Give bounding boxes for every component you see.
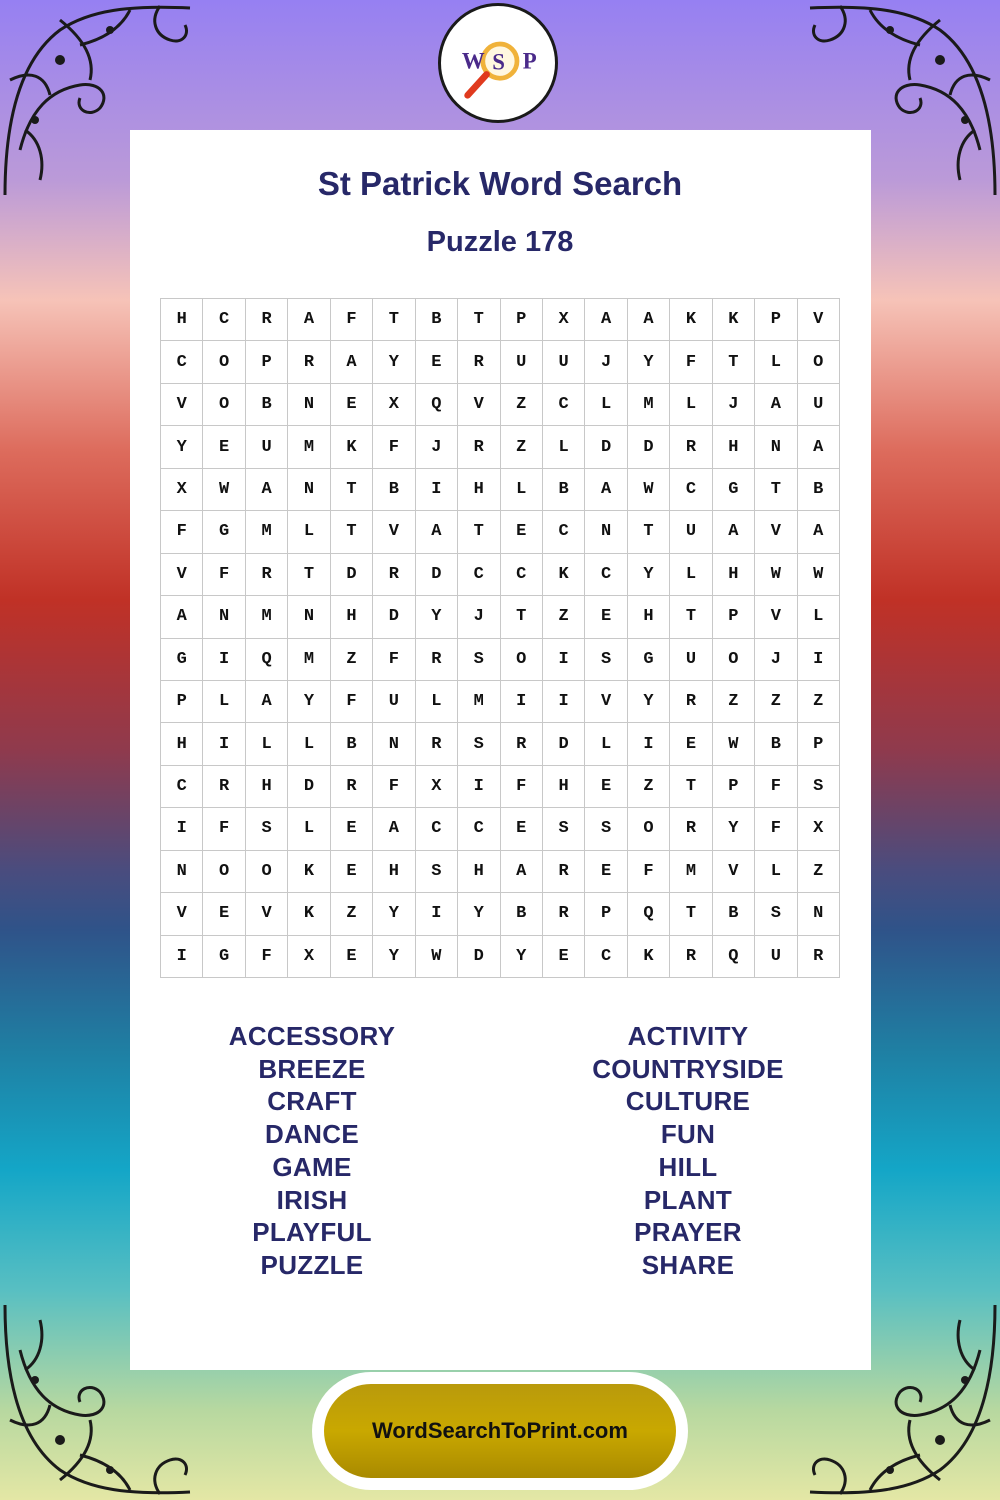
grid-cell[interactable]: I bbox=[203, 723, 245, 765]
site-link-label[interactable]: WordSearchToPrint.com bbox=[324, 1384, 676, 1478]
grid-cell[interactable]: R bbox=[203, 766, 245, 808]
grid-cell[interactable]: Y bbox=[713, 808, 755, 850]
grid-cell[interactable]: D bbox=[585, 426, 627, 468]
grid-cell[interactable]: A bbox=[331, 341, 373, 383]
grid-cell[interactable]: C bbox=[416, 808, 458, 850]
word-list-item: SHARE bbox=[641, 1249, 735, 1280]
grid-cell[interactable]: E bbox=[585, 596, 627, 638]
grid-cell[interactable]: E bbox=[331, 936, 373, 978]
grid-cell[interactable]: O bbox=[798, 341, 840, 383]
grid-cell[interactable]: B bbox=[373, 469, 415, 511]
grid-cell[interactable]: L bbox=[585, 723, 627, 765]
grid-cell[interactable]: P bbox=[246, 341, 288, 383]
grid-cell[interactable]: B bbox=[331, 723, 373, 765]
grid-cell[interactable]: V bbox=[458, 384, 500, 426]
grid-cell[interactable]: P bbox=[755, 299, 797, 341]
grid-cell[interactable]: P bbox=[161, 681, 203, 723]
grid-cell[interactable]: X bbox=[416, 766, 458, 808]
grid-cell[interactable]: O bbox=[203, 851, 245, 893]
grid-cell[interactable]: Z bbox=[713, 681, 755, 723]
grid-cell[interactable]: J bbox=[755, 639, 797, 681]
grid-cell[interactable]: A bbox=[161, 596, 203, 638]
grid-cell[interactable]: I bbox=[628, 723, 670, 765]
wsp-logo[interactable] bbox=[438, 3, 558, 123]
site-link-button[interactable] bbox=[312, 1372, 688, 1490]
grid-cell[interactable]: H bbox=[543, 766, 585, 808]
grid-cell[interactable]: A bbox=[755, 384, 797, 426]
grid-cell[interactable]: Z bbox=[501, 426, 543, 468]
grid-cell[interactable]: U bbox=[670, 511, 712, 553]
grid-cell[interactable]: G bbox=[203, 511, 245, 553]
grid-cell[interactable]: B bbox=[416, 299, 458, 341]
grid-cell[interactable]: X bbox=[373, 384, 415, 426]
grid-cell[interactable]: C bbox=[585, 554, 627, 596]
grid-cell[interactable]: M bbox=[246, 511, 288, 553]
grid-cell[interactable]: E bbox=[331, 384, 373, 426]
grid-cell[interactable]: K bbox=[288, 893, 330, 935]
grid-cell[interactable]: H bbox=[713, 426, 755, 468]
grid-cell[interactable]: V bbox=[755, 596, 797, 638]
grid-cell[interactable]: I bbox=[458, 766, 500, 808]
puzzle-number: Puzzle 178 bbox=[426, 226, 574, 258]
grid-cell[interactable]: L bbox=[288, 723, 330, 765]
grid-cell[interactable]: S bbox=[585, 639, 627, 681]
grid-cell[interactable]: H bbox=[161, 299, 203, 341]
grid-cell[interactable]: G bbox=[713, 469, 755, 511]
grid-cell[interactable]: K bbox=[670, 299, 712, 341]
word-list-item: PLAYFUL bbox=[252, 1217, 372, 1248]
grid-cell[interactable]: A bbox=[585, 299, 627, 341]
grid-cell[interactable]: C bbox=[501, 554, 543, 596]
grid-cell[interactable]: P bbox=[713, 766, 755, 808]
grid-cell[interactable]: L bbox=[670, 554, 712, 596]
letter-grid bbox=[160, 298, 840, 978]
grid-cell[interactable]: W bbox=[798, 554, 840, 596]
grid-cell[interactable]: K bbox=[288, 851, 330, 893]
grid-cell[interactable]: S bbox=[416, 851, 458, 893]
grid-cell[interactable]: X bbox=[543, 299, 585, 341]
grid-cell[interactable]: R bbox=[543, 851, 585, 893]
grid-cell[interactable]: E bbox=[331, 851, 373, 893]
grid-cell[interactable]: U bbox=[501, 341, 543, 383]
grid-cell[interactable]: N bbox=[798, 893, 840, 935]
grid-cell[interactable]: W bbox=[755, 554, 797, 596]
grid-cell[interactable]: R bbox=[246, 299, 288, 341]
grid-cell[interactable]: T bbox=[331, 469, 373, 511]
grid-cell[interactable]: Z bbox=[798, 681, 840, 723]
grid-cell[interactable]: R bbox=[288, 341, 330, 383]
grid-cell[interactable]: T bbox=[670, 766, 712, 808]
grid-cell[interactable]: Y bbox=[628, 341, 670, 383]
grid-cell[interactable]: I bbox=[416, 893, 458, 935]
grid-cell[interactable]: C bbox=[161, 341, 203, 383]
grid-cell[interactable]: S bbox=[798, 766, 840, 808]
grid-cell[interactable]: R bbox=[458, 341, 500, 383]
grid-cell[interactable]: O bbox=[628, 808, 670, 850]
magnifier-handle-icon bbox=[468, 74, 487, 95]
grid-cell[interactable]: F bbox=[373, 639, 415, 681]
word-list-item: IRISH bbox=[276, 1184, 348, 1215]
grid-cell[interactable]: C bbox=[458, 808, 500, 850]
grid-cell[interactable]: L bbox=[755, 341, 797, 383]
word-list-item: PUZZLE bbox=[260, 1249, 364, 1280]
grid-cell[interactable]: Y bbox=[416, 596, 458, 638]
grid-cell[interactable]: N bbox=[288, 384, 330, 426]
grid-cell[interactable]: A bbox=[501, 851, 543, 893]
grid-cell[interactable]: W bbox=[628, 469, 670, 511]
grid-cell[interactable]: Y bbox=[373, 341, 415, 383]
grid-cell[interactable]: N bbox=[161, 851, 203, 893]
grid-cell[interactable]: N bbox=[288, 596, 330, 638]
grid-cell[interactable]: T bbox=[755, 469, 797, 511]
grid-cell[interactable]: N bbox=[373, 723, 415, 765]
grid-cell[interactable]: E bbox=[501, 808, 543, 850]
grid-cell[interactable]: F bbox=[670, 341, 712, 383]
grid-cell[interactable]: E bbox=[203, 893, 245, 935]
grid-cell[interactable]: R bbox=[246, 554, 288, 596]
grid-cell[interactable]: C bbox=[203, 299, 245, 341]
grid-cell[interactable]: F bbox=[331, 299, 373, 341]
grid-cell[interactable]: G bbox=[628, 639, 670, 681]
grid-cell[interactable]: W bbox=[713, 723, 755, 765]
grid-cell[interactable]: D bbox=[373, 596, 415, 638]
grid-cell[interactable]: C bbox=[543, 384, 585, 426]
grid-cell[interactable]: V bbox=[161, 893, 203, 935]
grid-cell[interactable]: J bbox=[458, 596, 500, 638]
grid-cell[interactable]: D bbox=[288, 766, 330, 808]
grid-cell[interactable]: B bbox=[543, 469, 585, 511]
grid-cell[interactable]: A bbox=[585, 469, 627, 511]
grid-cell[interactable]: O bbox=[203, 384, 245, 426]
grid-cell[interactable]: Y bbox=[373, 936, 415, 978]
word-list-item: FUN bbox=[660, 1119, 716, 1150]
grid-cell[interactable]: X bbox=[798, 808, 840, 850]
grid-cell[interactable]: T bbox=[288, 554, 330, 596]
grid-cell[interactable]: U bbox=[543, 341, 585, 383]
grid-cell[interactable]: L bbox=[501, 469, 543, 511]
grid-cell[interactable]: K bbox=[713, 299, 755, 341]
grid-cell[interactable]: E bbox=[501, 511, 543, 553]
grid-cell[interactable]: R bbox=[798, 936, 840, 978]
grid-cell[interactable]: V bbox=[373, 511, 415, 553]
grid-cell[interactable]: R bbox=[501, 723, 543, 765]
grid-cell[interactable]: W bbox=[203, 469, 245, 511]
grid-cell[interactable]: R bbox=[416, 723, 458, 765]
grid-cell[interactable]: S bbox=[458, 723, 500, 765]
logo-letter-w: W bbox=[461, 48, 485, 74]
grid-cell[interactable]: R bbox=[331, 766, 373, 808]
grid-cell[interactable]: V bbox=[755, 511, 797, 553]
grid-cell[interactable]: K bbox=[331, 426, 373, 468]
grid-cell[interactable]: A bbox=[246, 681, 288, 723]
grid-cell[interactable]: Q bbox=[628, 893, 670, 935]
grid-cell[interactable]: P bbox=[713, 596, 755, 638]
grid-cell[interactable]: L bbox=[543, 426, 585, 468]
grid-cell[interactable]: E bbox=[416, 341, 458, 383]
grid-cell[interactable]: I bbox=[501, 681, 543, 723]
word-list-item: DANCE bbox=[265, 1119, 359, 1150]
grid-cell[interactable]: P bbox=[501, 299, 543, 341]
grid-cell[interactable]: T bbox=[501, 596, 543, 638]
grid-cell[interactable]: B bbox=[713, 893, 755, 935]
word-list-item: HILL bbox=[658, 1151, 718, 1182]
word-list-item: CRAFT bbox=[267, 1086, 357, 1117]
grid-cell[interactable]: I bbox=[543, 639, 585, 681]
grid-cell[interactable]: S bbox=[585, 808, 627, 850]
grid-cell[interactable]: S bbox=[543, 808, 585, 850]
grid-cell[interactable]: L bbox=[670, 384, 712, 426]
grid-cell[interactable]: D bbox=[628, 426, 670, 468]
grid-cell[interactable]: V bbox=[161, 554, 203, 596]
grid-cell[interactable]: B bbox=[246, 384, 288, 426]
word-list-item: GAME bbox=[272, 1151, 352, 1182]
logo-letter-s: S bbox=[492, 49, 505, 75]
grid-cell[interactable]: R bbox=[670, 681, 712, 723]
grid-cell[interactable]: X bbox=[288, 936, 330, 978]
grid-cell[interactable]: O bbox=[501, 639, 543, 681]
grid-cell[interactable]: L bbox=[246, 723, 288, 765]
grid-cell[interactable]: T bbox=[458, 299, 500, 341]
grid-cell[interactable]: F bbox=[373, 766, 415, 808]
grid-cell[interactable]: H bbox=[161, 723, 203, 765]
grid-cell[interactable]: R bbox=[373, 554, 415, 596]
grid-cell[interactable]: F bbox=[161, 511, 203, 553]
word-list-item: ACCESSORY bbox=[228, 1021, 396, 1051]
grid-cell[interactable]: F bbox=[203, 554, 245, 596]
grid-cell[interactable]: A bbox=[373, 808, 415, 850]
grid-cell[interactable]: A bbox=[288, 299, 330, 341]
grid-cell[interactable]: O bbox=[203, 341, 245, 383]
grid-cell[interactable]: M bbox=[288, 426, 330, 468]
grid-cell[interactable]: M bbox=[670, 851, 712, 893]
grid-cell[interactable]: A bbox=[416, 511, 458, 553]
grid-cell[interactable]: H bbox=[458, 469, 500, 511]
grid-cell[interactable]: K bbox=[543, 554, 585, 596]
grid-cell[interactable]: S bbox=[458, 639, 500, 681]
grid-cell[interactable]: T bbox=[670, 596, 712, 638]
word-list-item: COUNTRYSIDE bbox=[592, 1053, 784, 1084]
grid-cell[interactable]: R bbox=[543, 893, 585, 935]
grid-cell[interactable]: L bbox=[288, 808, 330, 850]
grid-cell[interactable]: M bbox=[246, 596, 288, 638]
grid-cell[interactable]: H bbox=[628, 596, 670, 638]
grid-cell[interactable]: M bbox=[458, 681, 500, 723]
grid-cell[interactable]: T bbox=[458, 511, 500, 553]
grid-cell[interactable]: G bbox=[161, 639, 203, 681]
grid-cell[interactable]: Z bbox=[798, 851, 840, 893]
grid-cell[interactable]: U bbox=[755, 936, 797, 978]
grid-cell[interactable]: L bbox=[585, 384, 627, 426]
word-list-item: BREEZE bbox=[258, 1053, 366, 1084]
grid-cell[interactable]: L bbox=[288, 511, 330, 553]
grid-cell[interactable]: Q bbox=[246, 639, 288, 681]
grid-cell[interactable]: Z bbox=[755, 681, 797, 723]
grid-cell[interactable]: G bbox=[203, 936, 245, 978]
grid-cell[interactable]: V bbox=[161, 384, 203, 426]
grid-cell[interactable]: F bbox=[373, 426, 415, 468]
grid-cell[interactable]: R bbox=[670, 808, 712, 850]
grid-cell[interactable]: R bbox=[670, 936, 712, 978]
grid-cell[interactable]: Z bbox=[543, 596, 585, 638]
grid-cell[interactable]: I bbox=[416, 469, 458, 511]
grid-cell[interactable]: D bbox=[331, 554, 373, 596]
grid-cell[interactable]: W bbox=[416, 936, 458, 978]
word-list-item: CULTURE bbox=[625, 1086, 751, 1117]
grid-cell[interactable]: E bbox=[670, 723, 712, 765]
grid-cell[interactable]: J bbox=[585, 341, 627, 383]
grid-cell[interactable]: N bbox=[585, 511, 627, 553]
grid-cell[interactable]: F bbox=[331, 681, 373, 723]
grid-cell[interactable]: M bbox=[628, 384, 670, 426]
grid-cell[interactable]: Z bbox=[331, 893, 373, 935]
grid-cell[interactable]: S bbox=[246, 808, 288, 850]
grid-cell[interactable]: Z bbox=[501, 384, 543, 426]
grid-cell[interactable]: F bbox=[501, 766, 543, 808]
word-list-item: PRAYER bbox=[634, 1217, 742, 1248]
grid-cell[interactable]: L bbox=[798, 596, 840, 638]
grid-cell[interactable]: R bbox=[670, 426, 712, 468]
grid-cell[interactable]: V bbox=[246, 893, 288, 935]
word-list-item: PLANT bbox=[643, 1184, 733, 1215]
grid-cell[interactable]: Q bbox=[713, 936, 755, 978]
grid-cell[interactable]: E bbox=[203, 426, 245, 468]
grid-cell[interactable]: V bbox=[713, 851, 755, 893]
grid-cell[interactable]: P bbox=[585, 893, 627, 935]
grid-cell[interactable]: T bbox=[373, 299, 415, 341]
grid-cell[interactable]: Y bbox=[373, 893, 415, 935]
grid-cell[interactable]: Y bbox=[628, 681, 670, 723]
grid-cell[interactable]: A bbox=[628, 299, 670, 341]
grid-cell[interactable]: F bbox=[203, 808, 245, 850]
grid-cell[interactable]: R bbox=[416, 639, 458, 681]
grid-cell[interactable]: T bbox=[670, 893, 712, 935]
grid-cell[interactable]: B bbox=[798, 469, 840, 511]
grid-cell[interactable]: V bbox=[585, 681, 627, 723]
grid-cell[interactable]: E bbox=[331, 808, 373, 850]
logo-letter-p: P bbox=[522, 48, 537, 74]
grid-cell[interactable]: T bbox=[628, 511, 670, 553]
grid-cell[interactable]: I bbox=[543, 681, 585, 723]
grid-cell[interactable]: N bbox=[755, 426, 797, 468]
grid-cell[interactable]: F bbox=[755, 766, 797, 808]
grid-cell[interactable]: O bbox=[713, 639, 755, 681]
grid-cell[interactable]: E bbox=[543, 936, 585, 978]
word-list-left bbox=[162, 1020, 462, 1282]
grid-cell[interactable]: V bbox=[798, 299, 840, 341]
grid-cell[interactable]: H bbox=[458, 851, 500, 893]
grid-cell[interactable]: C bbox=[161, 766, 203, 808]
grid-cell[interactable]: E bbox=[585, 766, 627, 808]
grid-cell[interactable]: I bbox=[798, 639, 840, 681]
grid-cell[interactable]: H bbox=[246, 766, 288, 808]
grid-cell[interactable]: B bbox=[501, 893, 543, 935]
grid-cell[interactable]: D bbox=[543, 723, 585, 765]
grid-cell[interactable]: U bbox=[373, 681, 415, 723]
page-title: St Patrick Word Search bbox=[317, 165, 683, 202]
grid-cell[interactable]: Y bbox=[628, 554, 670, 596]
grid-cell[interactable]: Y bbox=[161, 426, 203, 468]
grid-cell[interactable]: F bbox=[755, 808, 797, 850]
grid-cell[interactable]: N bbox=[203, 596, 245, 638]
word-list-right bbox=[538, 1020, 838, 1282]
grid-cell[interactable]: Q bbox=[416, 384, 458, 426]
grid-cell[interactable]: B bbox=[755, 723, 797, 765]
grid-cell[interactable]: C bbox=[670, 469, 712, 511]
grid-cell[interactable]: C bbox=[543, 511, 585, 553]
grid-cell[interactable]: M bbox=[288, 639, 330, 681]
grid-cell[interactable]: Z bbox=[331, 639, 373, 681]
grid-cell[interactable]: U bbox=[246, 426, 288, 468]
grid-cell[interactable]: N bbox=[288, 469, 330, 511]
grid-cell[interactable]: T bbox=[331, 511, 373, 553]
grid-cell[interactable]: U bbox=[798, 384, 840, 426]
grid-cell[interactable]: F bbox=[628, 851, 670, 893]
grid-cell[interactable]: U bbox=[670, 639, 712, 681]
grid-cell[interactable]: H bbox=[373, 851, 415, 893]
grid-cell[interactable]: L bbox=[755, 851, 797, 893]
grid-cell[interactable]: J bbox=[416, 426, 458, 468]
grid-cell[interactable]: I bbox=[161, 808, 203, 850]
grid-cell[interactable]: A bbox=[713, 511, 755, 553]
word-list-item: ACTIVITY bbox=[627, 1021, 749, 1051]
grid-cell[interactable]: L bbox=[203, 681, 245, 723]
grid-cell[interactable]: Y bbox=[501, 936, 543, 978]
grid-cell[interactable]: R bbox=[458, 426, 500, 468]
grid-cell[interactable]: J bbox=[713, 384, 755, 426]
grid-cell[interactable]: O bbox=[246, 851, 288, 893]
grid-cell[interactable]: I bbox=[203, 639, 245, 681]
grid-cell[interactable]: P bbox=[798, 723, 840, 765]
grid-cell[interactable]: C bbox=[585, 936, 627, 978]
grid-cell[interactable]: I bbox=[161, 936, 203, 978]
grid-cell[interactable]: Y bbox=[458, 893, 500, 935]
grid-cell[interactable]: H bbox=[713, 554, 755, 596]
grid-cell[interactable]: C bbox=[458, 554, 500, 596]
grid-cell[interactable]: K bbox=[628, 936, 670, 978]
grid-cell[interactable]: T bbox=[713, 341, 755, 383]
grid-cell[interactable]: A bbox=[246, 469, 288, 511]
grid-cell[interactable]: Y bbox=[288, 681, 330, 723]
grid-cell[interactable]: D bbox=[458, 936, 500, 978]
grid-cell[interactable]: A bbox=[798, 426, 840, 468]
grid-cell[interactable]: D bbox=[416, 554, 458, 596]
grid-cell[interactable]: E bbox=[585, 851, 627, 893]
grid-cell[interactable]: A bbox=[798, 511, 840, 553]
grid-cell[interactable]: X bbox=[161, 469, 203, 511]
grid-cell[interactable]: L bbox=[416, 681, 458, 723]
grid-cell[interactable]: F bbox=[246, 936, 288, 978]
grid-cell[interactable]: H bbox=[331, 596, 373, 638]
grid-cell[interactable]: S bbox=[755, 893, 797, 935]
grid-cell[interactable]: Z bbox=[628, 766, 670, 808]
